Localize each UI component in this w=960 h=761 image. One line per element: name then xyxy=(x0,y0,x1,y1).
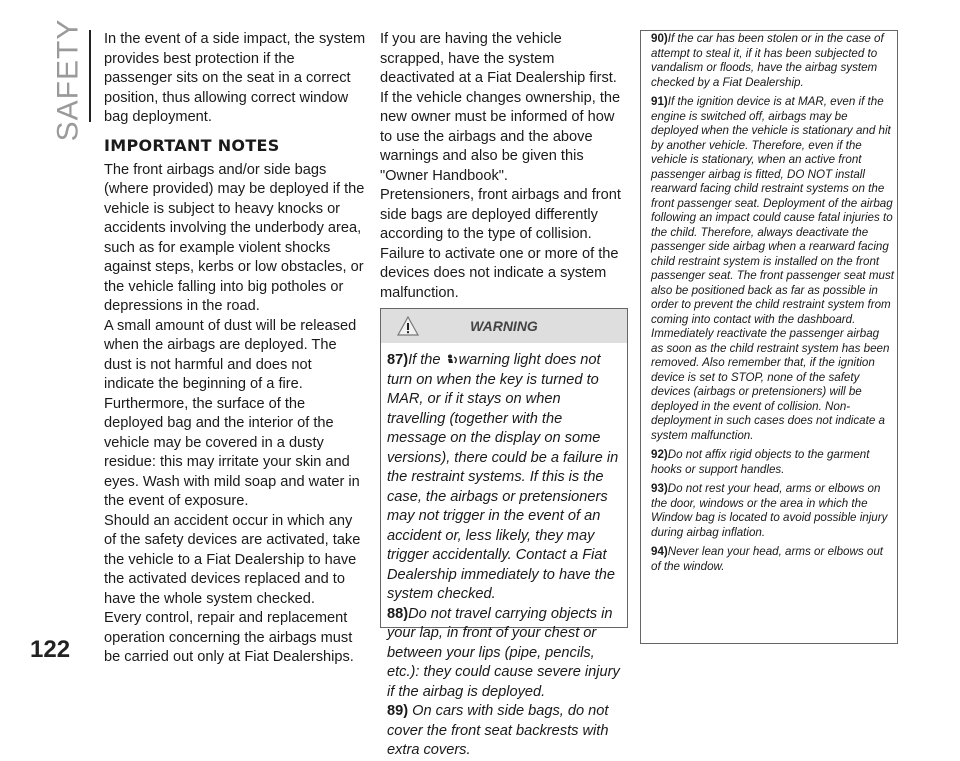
note-text: Do not rest your head, arms or elbows on the door, windows or the area in which the Window bag is located to avoid possible injury during airbag inflation. xyxy=(651,482,888,539)
warning-box xyxy=(380,308,628,758)
note-text: warning light does not turn on when the key is turned to MAR, or if it stays on when travelling (together with the message on the display on some versions), there could be a failure in the restraint systems. If this is the case, the airbags or pretensioners may not trigger in the event of an accident or, less likely, they may trigger accidentally. Contact a Fiat Dealership immediately to have the system checked. xyxy=(387,352,619,602)
note-number: 91) xyxy=(651,95,668,108)
warning-triangle-icon xyxy=(397,316,419,336)
note-number: 94) xyxy=(651,545,668,558)
note-89 xyxy=(387,702,621,761)
paragraph-accident: Should an accident occur in which any of the safety devices are activated, take the vehicle to a Fiat Dealership to have the activated devices replaced and to have the whole system checked. xyxy=(104,512,361,607)
paragraph-failure: Failure to activate one or more of the devices does not indicate a system malfunction. xyxy=(380,245,619,301)
note-text: Do not travel carrying objects in your lap, in front of your chest or between your lips (pipe, pencils, etc.): they could cause severe injury if the airbag is deployed. xyxy=(387,605,620,700)
note-90 xyxy=(651,32,894,90)
warning-body xyxy=(381,351,627,761)
section-label: SAFETY xyxy=(51,18,85,142)
note-text: Do not affix rigid objects to the garment hooks or support handles. xyxy=(651,448,870,476)
section-label-sidebar xyxy=(48,18,88,142)
note-number: 92) xyxy=(651,448,668,461)
paragraph-scrapping: If you are having the vehicle scrapped, have the system deactivated at a Fiat Dealership first. If the vehicle changes ownership, the new owner must be informed of how to use the airbags and the above warnings and also be given this "Owner Handbook". xyxy=(380,31,621,184)
note-number: 87) xyxy=(387,352,409,368)
column-1 xyxy=(104,30,366,668)
column-2 xyxy=(380,30,628,758)
note-number: 93) xyxy=(651,482,668,495)
warning-title: WARNING xyxy=(470,318,538,334)
note-92 xyxy=(651,448,894,477)
note-prefix: If the xyxy=(408,352,441,368)
sidebar-divider xyxy=(89,30,91,122)
note-88 xyxy=(387,605,621,703)
note-text: Never lean your head, arms or elbows out of the window. xyxy=(651,545,884,573)
paragraph-dust: A small amount of dust will be released when the airbags are deployed. The dust is not harmful and does not indicate the beginning of a fire. xyxy=(104,317,357,392)
note-text: On cars with side bags, do not cover the front seat backrests with extra covers. xyxy=(387,703,609,758)
paragraph-residue: Furthermore, the surface of the deployed bag and the interior of the vehicle may be covered in a dusty residue: this may irritate your skin and eyes. Wash with mild soap and water in the event of exposure. xyxy=(104,395,360,509)
note-93 xyxy=(651,482,894,540)
page-number: 122 xyxy=(30,636,71,663)
note-number: 88) xyxy=(387,605,409,622)
note-text: If the car has been stolen or in the case of attempt to steal it, if it has been subjected to vandalism or floods, have the airbag system checked by a Fiat Dealership. xyxy=(651,32,884,89)
paragraph-deployment-conditions: The front airbags and/or side bags (where provided) may be deployed if the vehicle is subject to heavy knocks or accidents involving the underbody area, such as for example violent shocks against steps, kerbs or low obstacles, or the vehicle falling into big potholes or depressions in the road. xyxy=(104,161,365,314)
warning-header xyxy=(381,309,627,343)
note-number: 90) xyxy=(651,32,668,45)
column-3-warning-notes xyxy=(640,30,898,644)
note-87 xyxy=(387,351,621,605)
paragraph-dealership: Every control, repair and replacement operation concerning the airbags must be carried out only at Fiat Dealerships. xyxy=(104,610,354,665)
paragraph-side-impact: In the event of a side impact, the system provides best protection if the passenger sits on the seat in a correct position, thus allowing correct window bag deployment. xyxy=(104,31,366,125)
paragraph-pretensioners: Pretensioners, front airbags and front side bags are deployed differently according to the type of collision. xyxy=(380,187,621,242)
airbag-warning-light-icon xyxy=(445,354,459,366)
note-text: If the ignition device is at MAR, even if the engine is switched off, airbags may be deployed when the vehicle is stationary and hit by another vehicle. Therefore, even if the vehicle is stationary, when an active front passenger airbag is fitted, DO NOT install rearward facing child restraint systems on the front passenger seat. Deployment of the airbag following an impact could cause fatal injuries to the child. Therefore, always deactivate the passenger side airbag when a rearward facing child restraint system is installed on the front passenger seat. The front passenger seat must also be positioned back as far as possible in order to prevent the child restraint system from coming into contact with the dashboard. Immediately reactivate the passenger airbag as soon as the child restraint system has been removed. Also remember that, if the ignition device is set to STOP, none of the safety devices (airbags or pretensioners) will be deployed in the event of collision. Non-deployment in such cases does not indicate a system malfunction. xyxy=(651,95,894,442)
note-91 xyxy=(651,95,894,443)
note-number: 89) xyxy=(387,703,409,719)
note-94 xyxy=(651,545,894,574)
section-heading: IMPORTANT NOTES xyxy=(104,135,280,155)
